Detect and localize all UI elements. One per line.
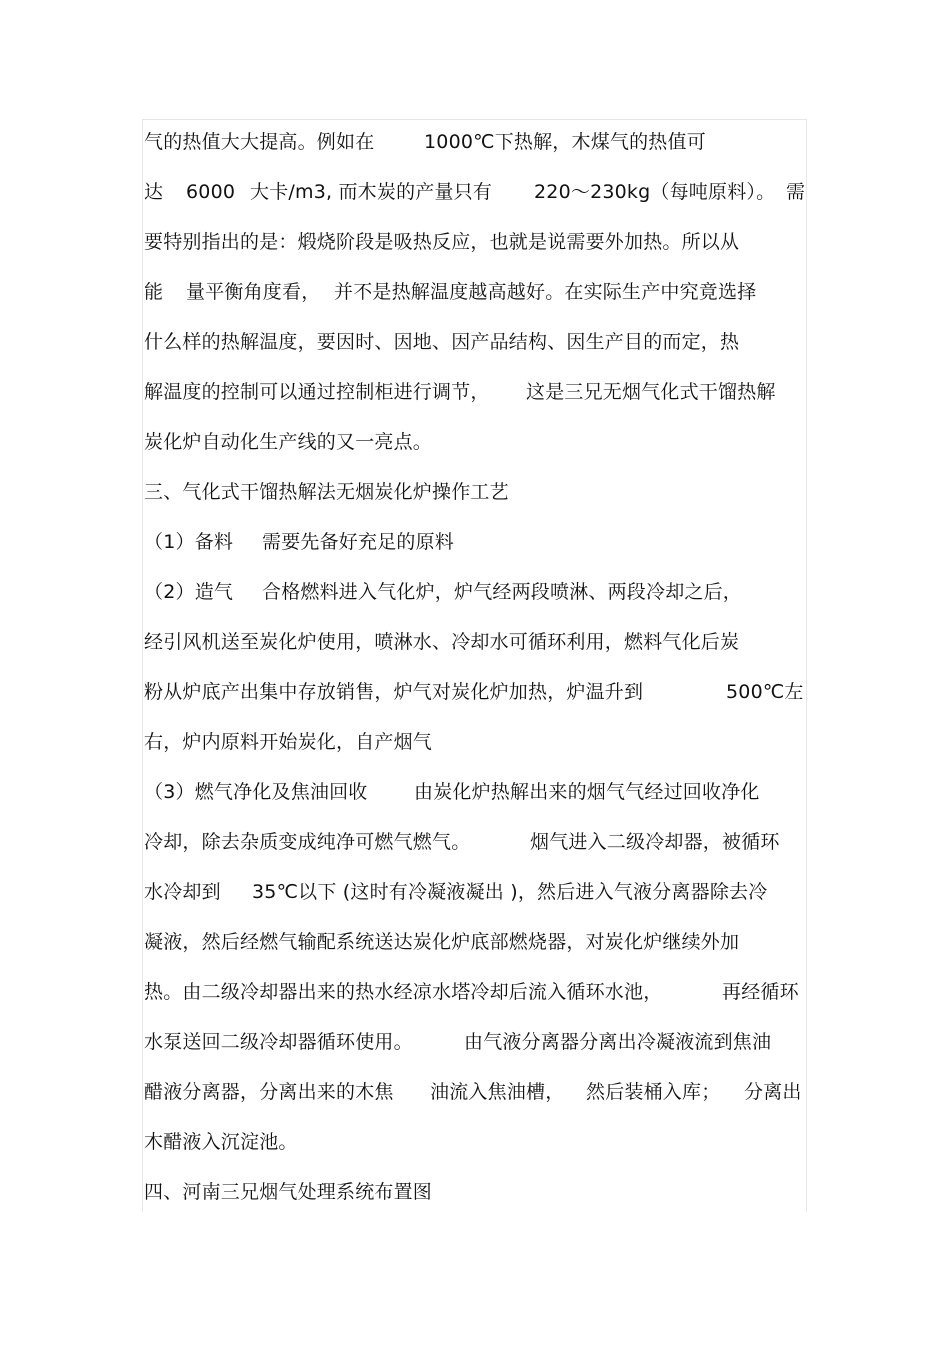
text-segment: 并不是热解温度越高越好。在实际生产中究竟选择	[334, 281, 757, 303]
text-segment: （2）造气	[144, 581, 234, 603]
text-segment: 达	[144, 181, 164, 203]
text-segment: 凝液，然后经燃气输配系统送达炭化炉底部燃烧器，对炭化炉继续外加	[144, 931, 740, 953]
text-segment: 木醋液入沉淀池。	[144, 1131, 298, 1153]
text-segment: 水泵送回二级冷却器循环使用。	[144, 1031, 413, 1053]
text-segment: 烟气进入二级冷却器，被循环	[530, 831, 780, 853]
text-segment: 需要先备好充足的原料	[262, 531, 455, 553]
text-segment: 气的热值大大提高。例如在	[144, 131, 375, 153]
text-segment: 右，炉内原料开始炭化，自产烟气	[144, 731, 433, 753]
text-segment: 大卡/m3, 而木炭的产量只有	[250, 181, 493, 203]
text-segment: 解温度的控制可以通过控制柜进行调节，	[144, 381, 490, 403]
text-segment: 1000℃下热解，木煤气的热值可	[424, 131, 706, 153]
text-segment: 冷却，除去杂质变成纯净可燃气燃气。	[144, 831, 471, 853]
text-segment: 炭化炉自动化生产线的又一亮点。	[144, 431, 433, 453]
text-segment: （3）燃气净化及焦油回收	[144, 781, 368, 803]
text-segment: 醋液分离器，分离出来的木焦	[144, 1081, 394, 1103]
text-segment: 6000	[186, 181, 236, 203]
text-segment: 要特别指出的是：煅烧阶段是吸热反应，也就是说需要外加热。所以从	[144, 231, 740, 253]
text-segment: 分离出	[744, 1081, 802, 1103]
text-segment: 需	[786, 181, 806, 203]
text-segment: （1）备料	[144, 531, 234, 553]
text-segment: 粉从炉底产出集中存放销售，炉气对炭化炉加热，炉温升到	[144, 681, 644, 703]
text-segment: 由气液分离器分离出冷凝液流到焦油	[464, 1031, 772, 1053]
text-segment: 再经循环	[722, 981, 799, 1003]
text-segment: 油流入焦油槽，	[430, 1081, 565, 1103]
text-segment: 热。由二级冷却器出来的热水经凉水塔冷却后流入循环水池，	[144, 981, 663, 1003]
text-segment: 合格燃料进入气化炉，炉气经两段喷淋、两段冷却之后，	[262, 581, 743, 603]
text-segment: 水冷却到	[144, 881, 221, 903]
text-segment: 四、河南三兄烟气处理系统布置图	[144, 1181, 433, 1203]
text-segment: 然后装桶入库；	[586, 1081, 721, 1103]
text-segment: 能	[144, 281, 164, 303]
text-segment: 35℃以下 (这时有冷凝液凝出 )，然后进入气液分离器除去冷	[252, 881, 768, 903]
text-segment: 220～230kg（每吨原料）。	[534, 181, 776, 203]
text-segment: 经引风机送至炭化炉使用，喷淋水、冷却水可循环利用，燃料气化后炭	[144, 631, 740, 653]
text-segment: 三、气化式干馏热解法无烟炭化炉操作工艺	[144, 481, 509, 503]
text-segment: 这是三兄无烟气化式干馏热解	[526, 381, 776, 403]
text-segment: 由炭化炉热解出来的烟气气经过回收净化	[414, 781, 760, 803]
text-segment: 量平衡角度看，	[186, 281, 321, 303]
text-segment: 500℃左	[726, 681, 804, 703]
text-segment: 什么样的热解温度，要因时、因地、因产品结构、因生产目的而定，热	[144, 331, 740, 353]
